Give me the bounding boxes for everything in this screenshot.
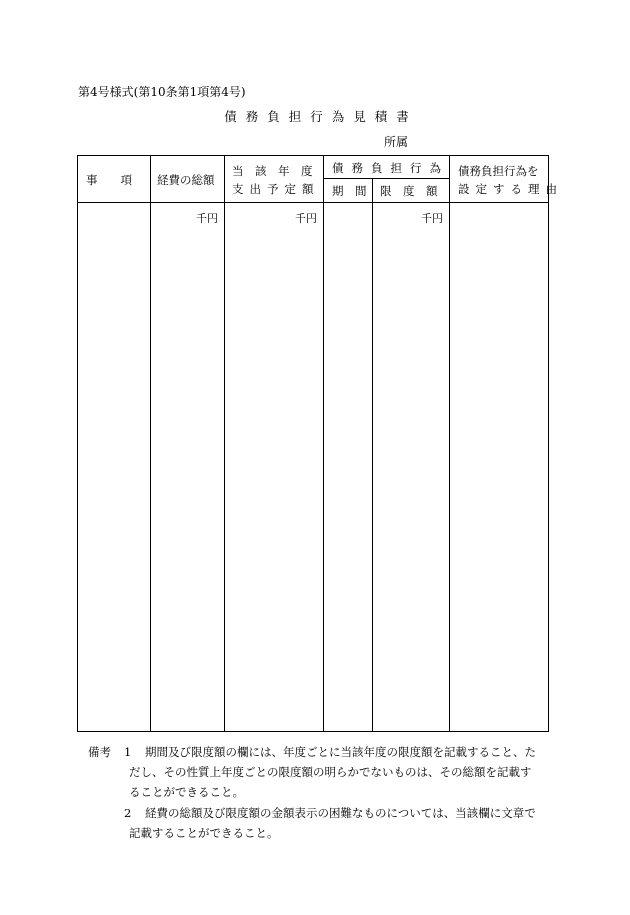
header-limit: 限 度 額 bbox=[380, 184, 438, 198]
affiliation-label: 所属 bbox=[384, 135, 409, 149]
note-line: 経費の総額及び限度額の金額表示の困難なものについては、当該欄に文章で bbox=[145, 806, 536, 820]
note-number: 2 bbox=[124, 806, 132, 820]
header-item: 事 項 bbox=[86, 173, 132, 187]
column-divider bbox=[323, 156, 324, 731]
header-debt-group: 債務負担行為 bbox=[332, 161, 449, 175]
header-total-cost: 経費の総額 bbox=[157, 173, 215, 187]
header-period: 期 間 bbox=[332, 184, 367, 198]
column-divider bbox=[449, 156, 450, 731]
header-reason-line1: 債務負担行為を bbox=[458, 164, 539, 178]
header-fiscal-year-line1: 当 該 年 度 bbox=[232, 164, 313, 178]
note-number: 1 bbox=[124, 745, 132, 759]
note-line: ることができること。 bbox=[129, 785, 244, 799]
document-title: 債務負担行為見積書 bbox=[224, 109, 418, 124]
estimate-table bbox=[77, 155, 563, 732]
header-divider bbox=[78, 202, 548, 203]
header-reason-line2: 設定する理由 bbox=[458, 182, 563, 196]
column-divider bbox=[372, 178, 373, 731]
unit-total-cost: 千円 bbox=[196, 212, 218, 225]
form-number: 第4号様式(第10条第1項第4号) bbox=[78, 85, 246, 99]
column-divider bbox=[150, 156, 151, 731]
unit-limit: 千円 bbox=[421, 212, 443, 225]
unit-fiscal-year: 千円 bbox=[295, 212, 317, 225]
notes-label: 備考 bbox=[88, 745, 111, 759]
note-line: だし、その性質上年度ごとの限度額の明らかでないものは、その総額を記載す bbox=[129, 765, 532, 779]
note-line: 記載することができること。 bbox=[129, 826, 279, 840]
header-fiscal-year-line2: 支出予定額 bbox=[232, 182, 320, 196]
note-line: 期間及び限度額の欄には、年度ごとに当該年度の限度額を記載すること、た bbox=[145, 745, 536, 759]
header-subdivider bbox=[323, 178, 449, 179]
column-divider bbox=[224, 156, 225, 731]
